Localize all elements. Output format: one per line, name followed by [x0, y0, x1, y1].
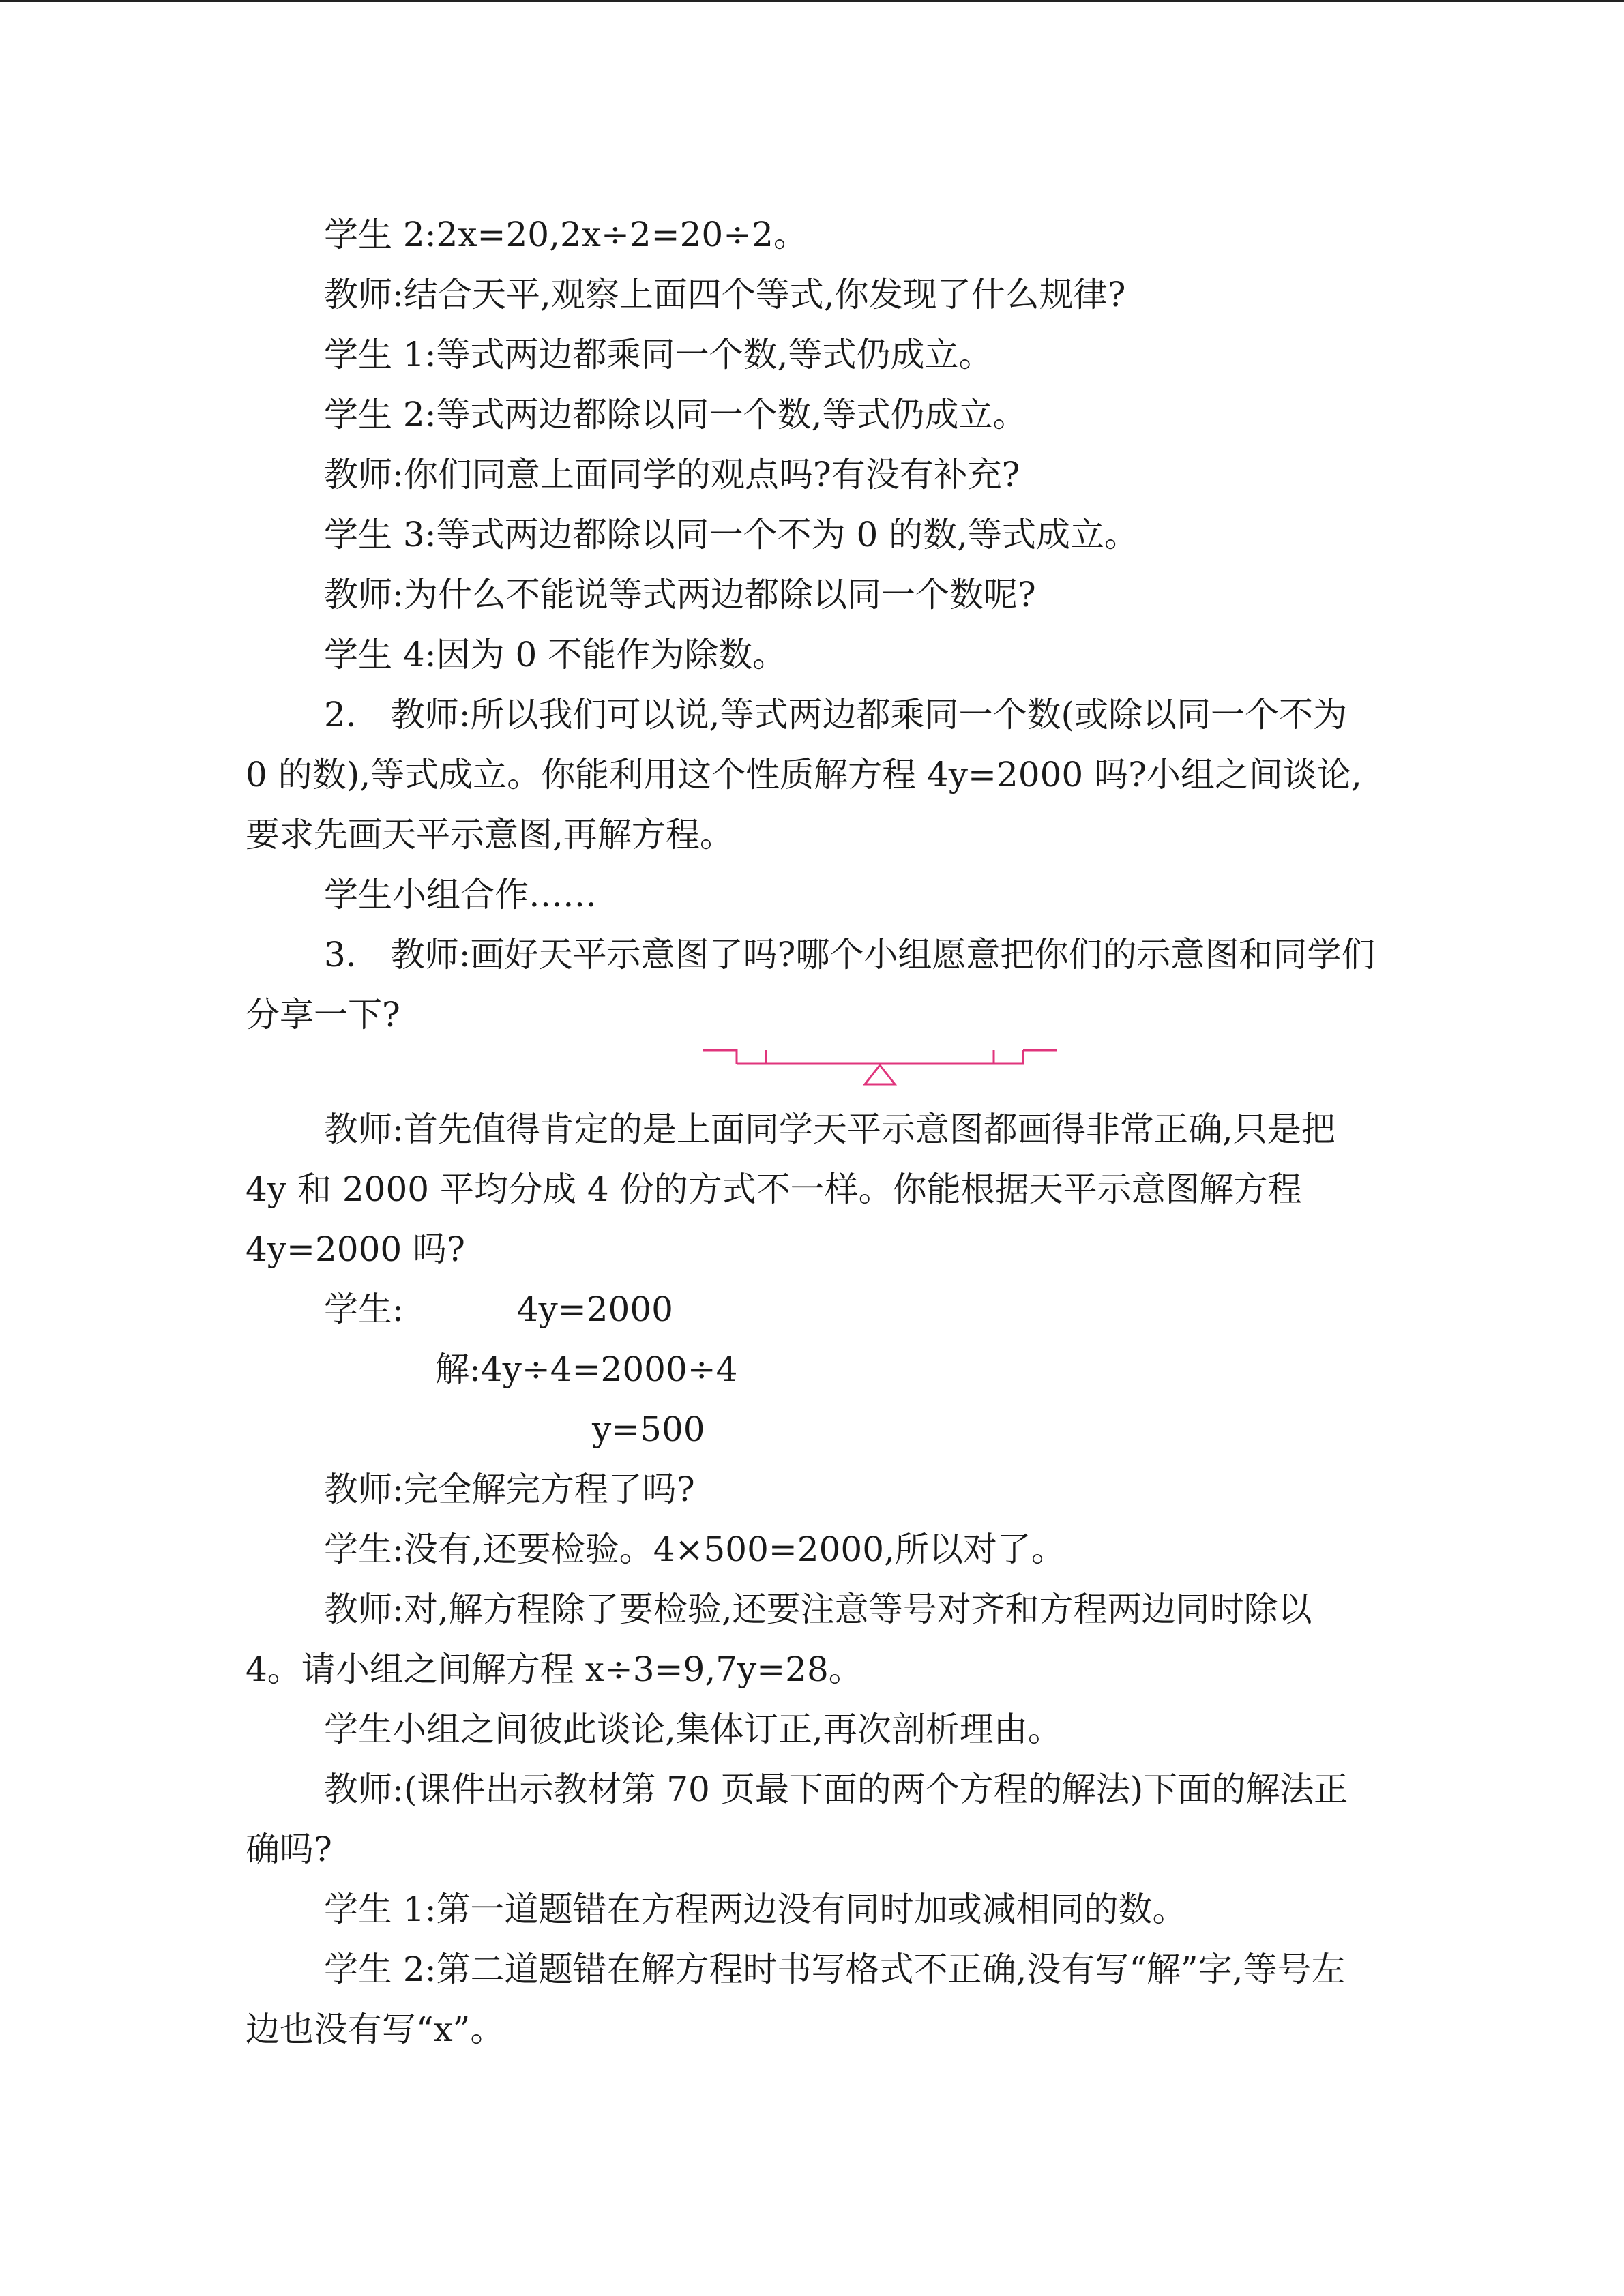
paragraph: 教师:你们同意上面同学的观点吗?有没有补充?: [324, 455, 1020, 494]
paragraph: 学生 2:等式两边都除以同一个数,等式仍成立。: [324, 395, 1027, 434]
paragraph: 学生小组合作……: [324, 875, 597, 914]
solution-line-1: 学生: 4y=2000: [324, 1289, 673, 1329]
paragraph: 教师:为什么不能说等式两边都除以同一个数呢?: [324, 575, 1036, 614]
paragraph: 教师:结合天平,观察上面四个等式,你发现了什么规律?: [324, 275, 1126, 314]
paragraph: 学生 2:第二道题错在解方程时书写格式不正确,没有写“解”字,等号左边也没有写“x”。: [246, 1950, 1346, 2049]
solution-line-3: y=500: [592, 1410, 705, 1449]
paragraph: 教师:首先值得肯定的是上面同学天平示意图都画得非常正确,只是把 4y 和 2000 平均分成 4 份的方式不一样。你能根据天平示意图解方程 4y=2000 吗?: [246, 1109, 1346, 1269]
paragraph: 学生 4:因为 0 不能作为除数。: [324, 635, 787, 674]
paragraph: 2. 教师:所以我们可以说,等式两边都乘同一个数(或除以同一个不为 0 的数),等式成立。你能利用这个性质解方程 4y=2000 吗?小组之间谈论,要求先画天平示意图,再解方程。: [246, 695, 1362, 854]
paragraph: 学生 1:等式两边都乘同一个数,等式仍成立。: [324, 335, 993, 374]
paragraph: 教师:对,解方程除了要检验,还要注意等号对齐和方程两边同时除以 4。请小组之间解方程 x÷3=9,7y=28。: [246, 1590, 1323, 1689]
paragraph: 学生:没有,还要检验。4×500=2000,所以对了。: [324, 1530, 1065, 1569]
balance-fulcrum: [865, 1065, 895, 1084]
paragraph: 教师:完全解完方程了吗?: [324, 1470, 695, 1509]
top-border-line: [0, 0, 1624, 2]
balance-scale-figure: [703, 1045, 1057, 1092]
balance-left-arm: [703, 1050, 737, 1064]
paragraph: 学生 3:等式两边都除以同一个不为 0 的数,等式成立。: [324, 515, 1139, 554]
paragraph: 学生 2:2x=20,2x÷2=20÷2。: [324, 215, 808, 254]
document-page: [246, 205, 1378, 2059]
solution-line-2: 解:4y÷4=2000÷4: [435, 1350, 738, 1389]
paragraph: 学生小组之间彼此谈论,集体订正,再次剖析理由。: [324, 1710, 1062, 1749]
balance-beam: [737, 1050, 1023, 1064]
paragraph: 学生 1:第一道题错在方程两边没有同时加或减相同的数。: [324, 1890, 1187, 1929]
paragraph: 教师:(课件出示教材第 70 页最下面的两个方程的解法)下面的解法正确吗?: [246, 1770, 1348, 1869]
paragraph: 3. 教师:画好天平示意图了吗?哪个小组愿意把你们的示意图和同学们分享一下?: [246, 935, 1376, 1034]
